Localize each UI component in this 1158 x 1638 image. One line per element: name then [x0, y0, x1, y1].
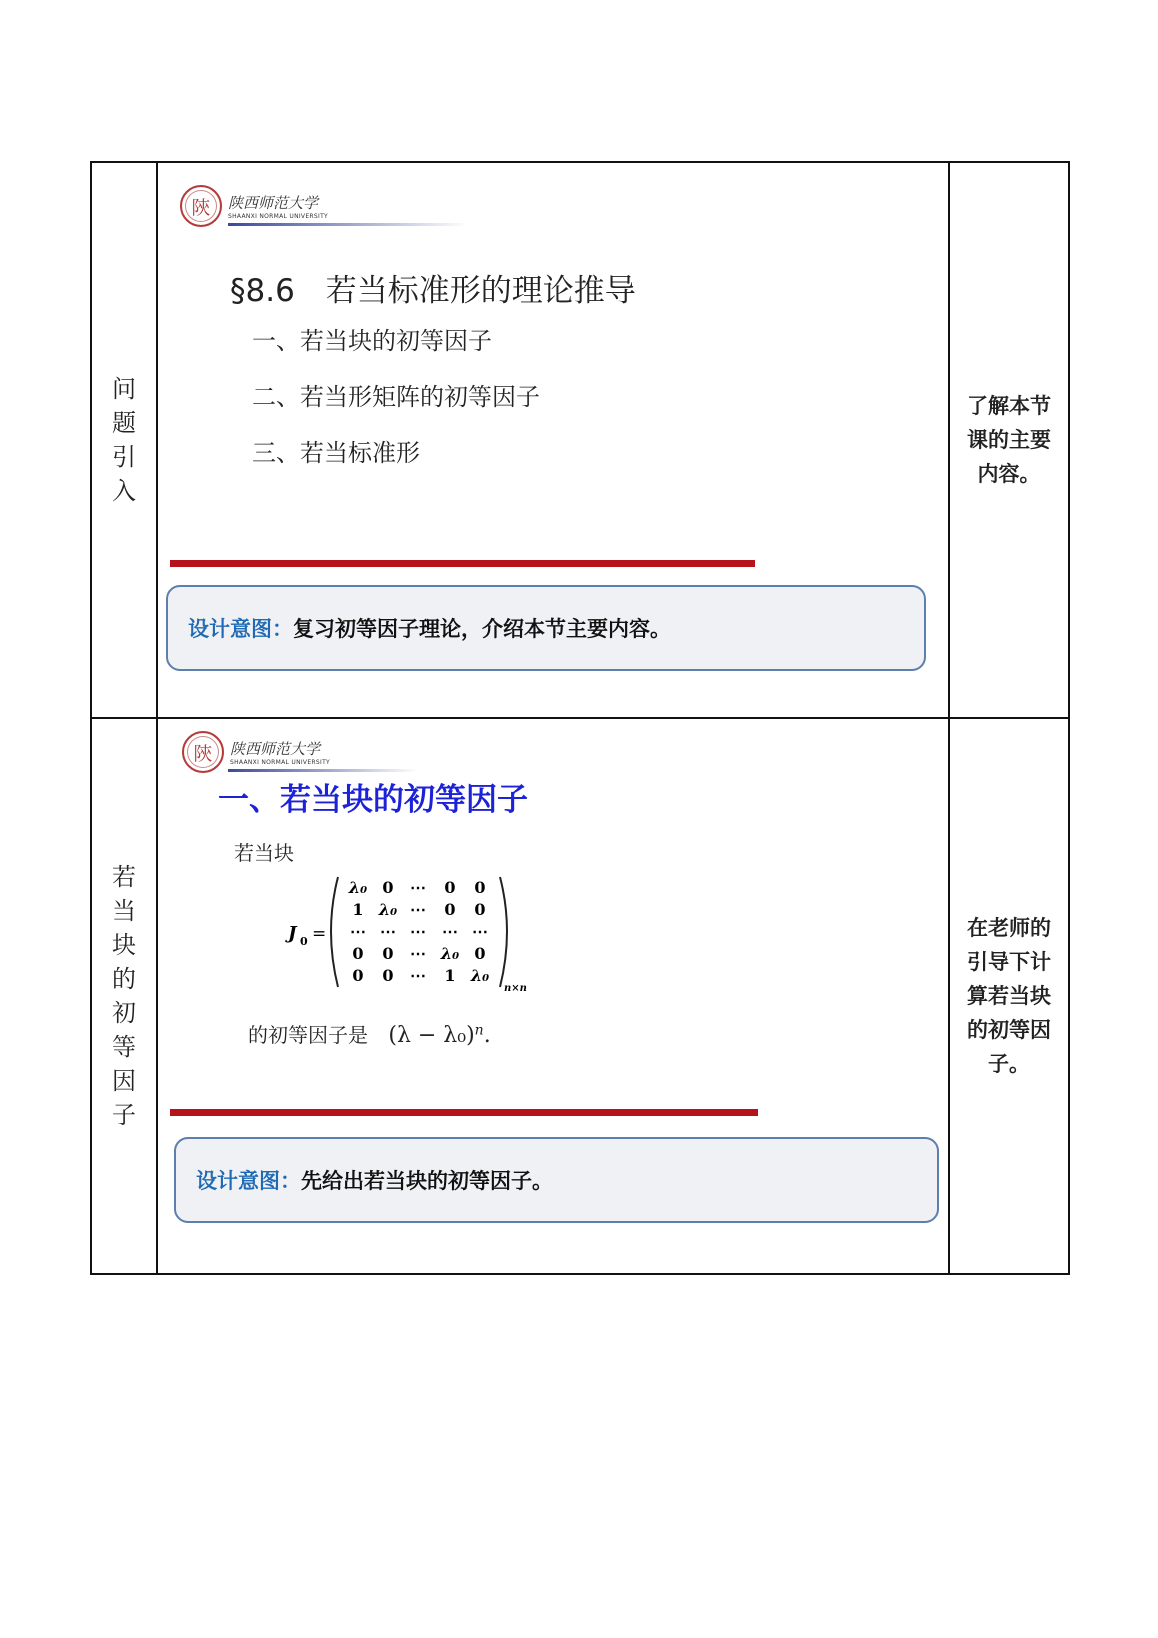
slide-cell: [157, 162, 949, 718]
university-logo: [182, 731, 330, 773]
learning-note: [950, 911, 1068, 1081]
label-char: 因: [112, 1067, 136, 1095]
matrix-cell: λ₀: [440, 944, 460, 963]
design-intent-text: 复习初等因子理论，介绍本节主要内容。: [293, 617, 671, 641]
logo-name-en: SHAANXI NORMAL UNIVERSITY: [230, 759, 331, 766]
left-paren: [331, 877, 338, 987]
factor-prefix: 的初等因子是: [248, 1023, 368, 1047]
equals-sign: =: [312, 924, 327, 944]
logo-name-en: SHAANXI NORMAL UNIVERSITY: [228, 213, 329, 220]
slide-title: 一、若当块的初等因子: [218, 782, 528, 818]
row-label: [92, 860, 156, 1132]
lesson-table: [90, 161, 1070, 1275]
matrix-cell: 0: [474, 878, 486, 897]
row-label-cell: [91, 718, 157, 1274]
outline-item-1: 一、若当块的初等因子: [252, 327, 492, 355]
seal-icon: 陝: [180, 185, 222, 227]
matrix-cell: 0: [382, 944, 394, 963]
matrix-cell: ⋯: [410, 966, 426, 985]
outline-item-2: 二、若当形矩阵的初等因子: [252, 383, 540, 411]
note-line: 子。: [988, 1052, 1030, 1076]
matrix-cell: 0: [444, 878, 456, 897]
label-char: 当: [112, 897, 136, 925]
label-char: 块: [112, 931, 136, 959]
matrix-subscript: 0: [300, 935, 308, 948]
slide: [158, 163, 948, 717]
factor-exponent: n: [474, 1022, 484, 1039]
red-divider: [170, 1109, 758, 1116]
label-char: 等: [112, 1033, 136, 1061]
matrix-cell: ⋯: [350, 922, 366, 941]
matrix-cell: 0: [474, 900, 486, 919]
matrix-cell: ⋯: [410, 944, 426, 963]
design-intent-box: [174, 1137, 939, 1223]
table-row: [91, 718, 1069, 1274]
label-char: 初: [112, 999, 136, 1027]
note-line: 在老师的: [967, 916, 1051, 940]
design-intent-label: 设计意图：: [188, 617, 293, 641]
university-logo: [180, 185, 328, 227]
label-char: 子: [112, 1101, 136, 1129]
label-char: 的: [112, 965, 136, 993]
matrix-size: n×n: [504, 983, 527, 994]
matrix-cell: ⋯: [410, 878, 426, 897]
matrix-cell: ⋯: [410, 900, 426, 919]
note-cell: [949, 162, 1069, 718]
matrix-cell: 1: [444, 966, 456, 985]
intro-text: 若当块: [234, 841, 294, 865]
note-line: 课的主要: [967, 428, 1051, 452]
matrix-cell: ⋯: [472, 922, 488, 941]
matrix-cell: ⋯: [442, 922, 458, 941]
matrix-cell: 0: [352, 944, 364, 963]
matrix-cell: ⋯: [410, 922, 426, 941]
red-divider: [170, 560, 755, 567]
note-line: 的初等因: [967, 1018, 1051, 1042]
matrix-name: J: [288, 923, 297, 944]
label-char: 入: [112, 477, 136, 505]
note-cell: [949, 718, 1069, 1274]
row-label-cell: [91, 162, 157, 718]
seal-icon: 陝: [182, 731, 224, 773]
slide-cell: [157, 718, 949, 1274]
matrix-cell: 0: [352, 966, 364, 985]
table-row: [91, 162, 1069, 718]
elementary-factor-line: [248, 1019, 491, 1048]
logo-name-cn: 陕西师范大学: [230, 740, 321, 758]
matrix-cell: 1: [352, 900, 364, 919]
label-char: 问: [112, 375, 136, 403]
matrix-cell: 0: [474, 944, 486, 963]
matrix-cell: λ₀: [378, 900, 398, 919]
matrix-cell: λ₀: [348, 878, 368, 897]
design-intent-box: [166, 585, 926, 671]
note-line: 了解本节: [967, 394, 1051, 418]
matrix-cell: 0: [382, 966, 394, 985]
note-line: 引导下计: [967, 950, 1051, 974]
logo-underline: [228, 223, 468, 226]
logo-name-cn: 陕西师范大学: [228, 194, 319, 212]
row-label: [92, 372, 156, 508]
matrix-cell: 0: [444, 900, 456, 919]
design-intent-text: 先给出若当块的初等因子。: [301, 1169, 553, 1193]
factor-period: .: [483, 1023, 491, 1048]
slide-title: §8.6 若当标准形的理论推导: [230, 273, 636, 309]
label-char: 若: [112, 863, 136, 891]
note-line: 内容。: [977, 462, 1041, 486]
outline-item-3: 三、若当标准形: [252, 439, 420, 467]
label-char: 题: [112, 409, 136, 437]
logo-underline: [228, 769, 418, 772]
learning-note: [950, 389, 1068, 491]
factor-expression: (λ − λ₀): [388, 1023, 475, 1048]
right-paren: [500, 877, 507, 987]
design-intent-label: 设计意图：: [196, 1169, 301, 1193]
jordan-block-matrix: [278, 869, 538, 999]
matrix-cell: λ₀: [470, 966, 490, 985]
matrix-cell: 0: [382, 878, 394, 897]
matrix-cell: ⋯: [380, 922, 396, 941]
note-line: 算若当块: [967, 984, 1051, 1008]
slide: [158, 719, 948, 1273]
label-char: 引: [112, 443, 136, 471]
